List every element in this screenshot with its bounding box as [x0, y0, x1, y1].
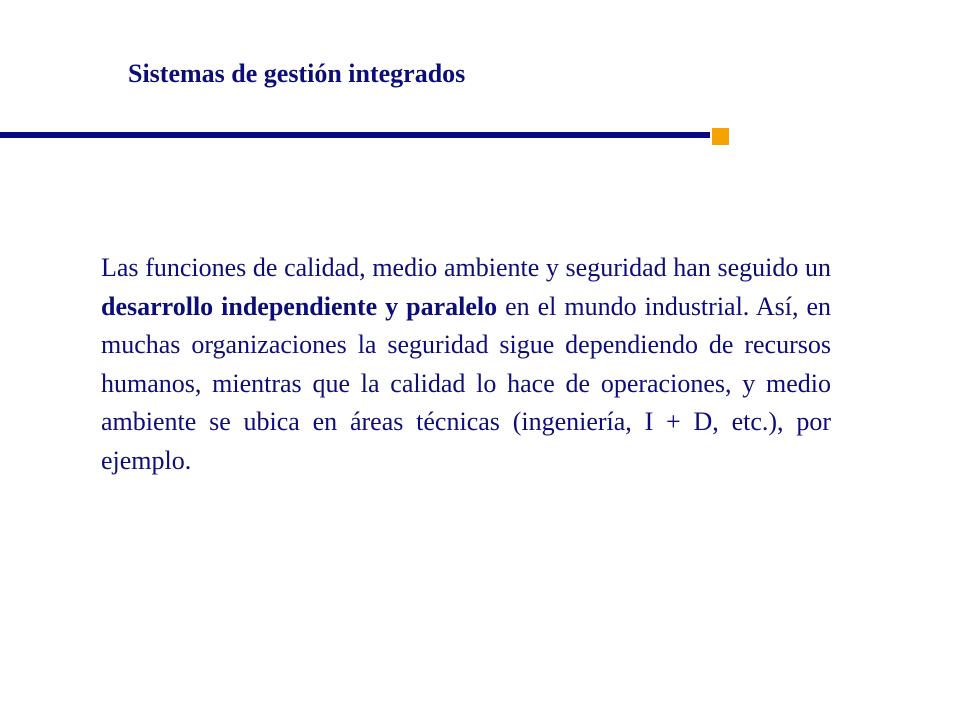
body-paragraph: [101, 249, 831, 480]
body-text-part-1: Las funciones de calidad, medio ambiente y seguridad han seguido un: [101, 253, 831, 282]
body-text-part-3: en el mundo industrial. Así, en muchas organizaciones la seguridad sigue dependiendo de recursos humanos, mientras que la calidad lo hace de operaciones, y medio ambiente se ubica en áreas técnicas (ingeniería, I + D, etc.), por ejemplo.: [101, 291, 831, 475]
body-text-part-2: [377, 292, 385, 321]
body-bold-y-paralelo: y paralelo: [385, 291, 498, 321]
slide-title: Sistemas de gestión integrados: [128, 59, 466, 88]
accent-square: [712, 128, 729, 145]
body-bold-desarrollo-independiente: desarrollo independiente: [101, 291, 378, 321]
title-underline-rule: [0, 132, 710, 138]
